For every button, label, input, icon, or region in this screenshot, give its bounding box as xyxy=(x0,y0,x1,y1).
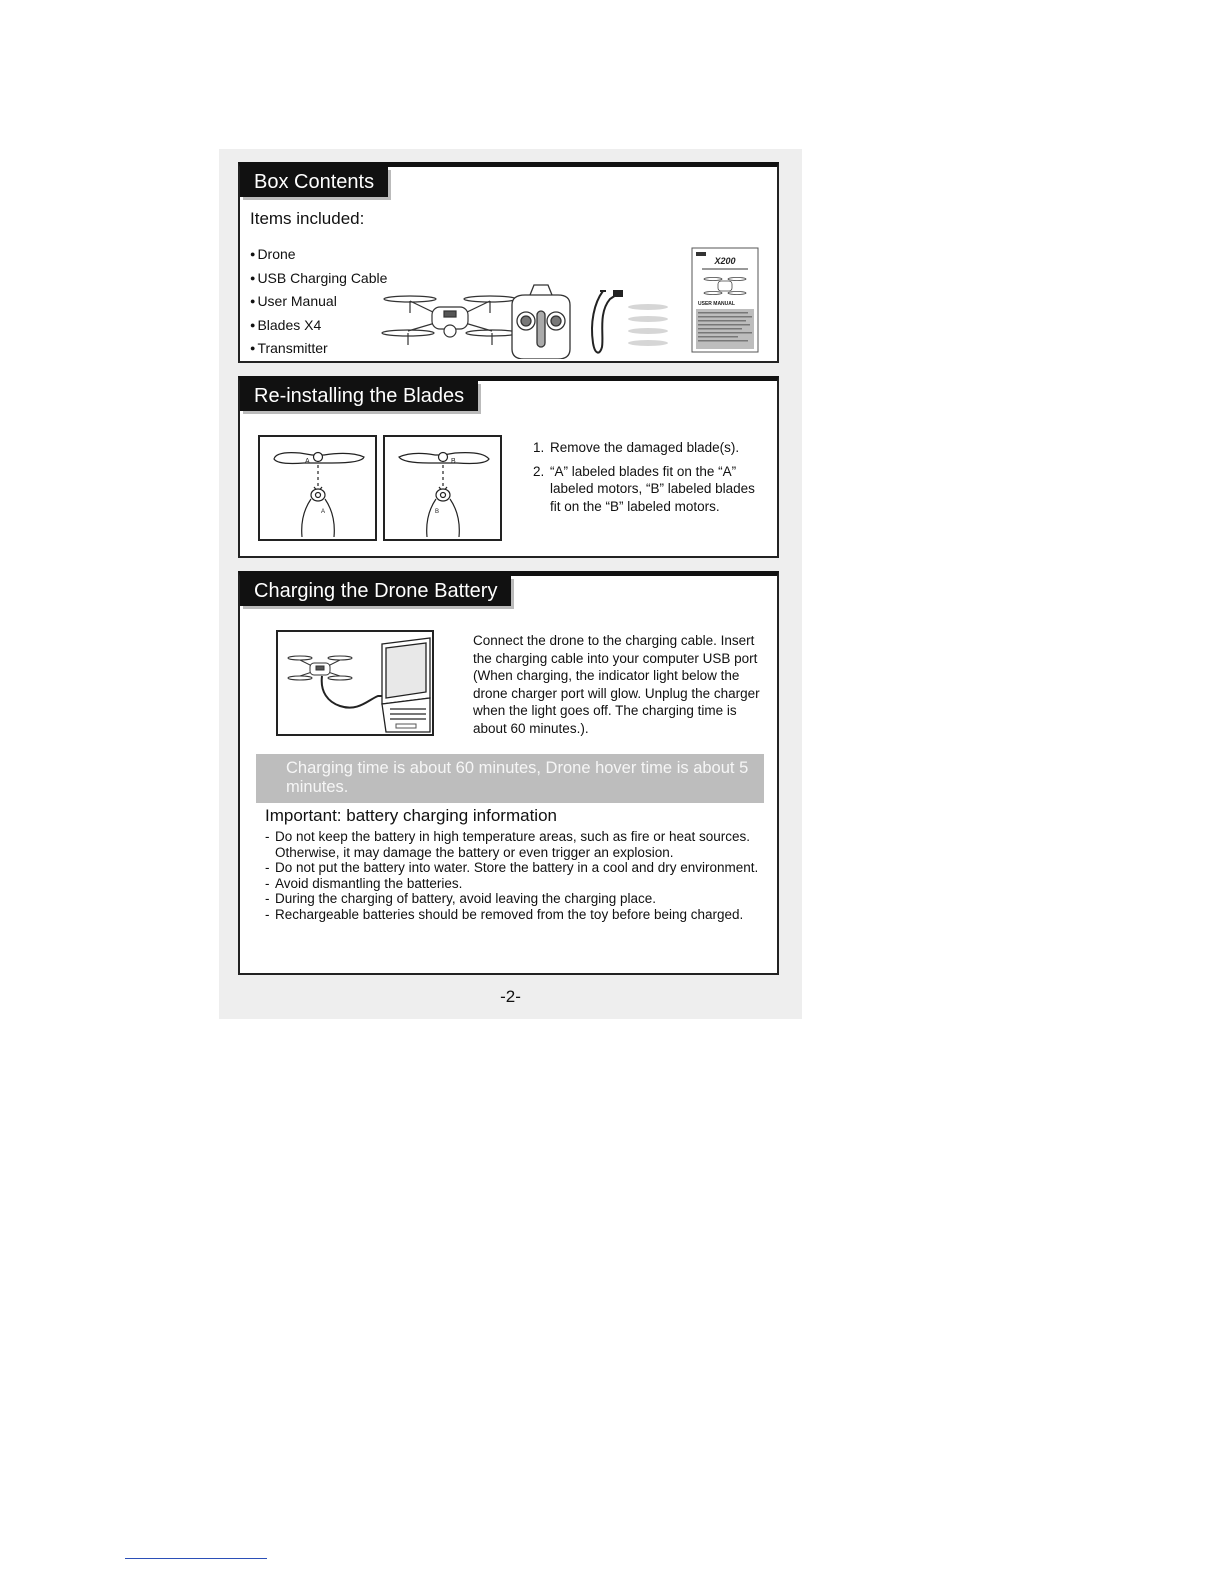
box-contents-header: Box Contents xyxy=(240,167,388,197)
step-text: Remove the damaged blade(s). xyxy=(550,440,740,455)
page-number: -2- xyxy=(500,987,521,1006)
user-manual-image xyxy=(692,248,758,352)
list-item: - During the charging of battery, avoid leaving the charging place. xyxy=(265,891,765,907)
manual-page xyxy=(219,149,802,1019)
list-item: ● User Manual xyxy=(250,290,387,314)
charging-instructions: Connect the drone to the charging cable. Insert the charging cable into your computer USB port (When charging, the indicator light below the drone charger port will glow. Unplug the charger when the light goes off. The charging time is about 60 minutes.). xyxy=(473,633,760,736)
footnote-separator xyxy=(125,1558,267,1559)
list-item: - Do not keep the battery in high temperature areas, such as fire or heat sources. Otherwise, it may damage the battery or even trigger an explosion. xyxy=(265,829,765,860)
charging-battery-section xyxy=(238,571,779,975)
list-item: - Do not put the battery into water. Store the battery in a cool and dry environment. xyxy=(265,860,765,876)
items-list xyxy=(250,243,387,361)
list-item: - Avoid dismantling the batteries. xyxy=(265,876,765,892)
list-item: ● Drone xyxy=(250,243,387,267)
box-contents-section xyxy=(238,162,779,363)
step-number: 1. xyxy=(533,440,545,455)
manual-caption-text: USER MANUAL xyxy=(698,301,735,307)
charging-time-banner: Charging time is about 60 minutes, Drone hover time is about 5 minutes. xyxy=(256,754,764,803)
blades-image xyxy=(628,304,668,346)
motor-b-label: B xyxy=(435,509,440,515)
blade-a-diagram xyxy=(258,435,377,541)
list-item xyxy=(533,463,768,516)
list-item: - Rechargeable batteries should be removed from the toy before being charged. xyxy=(265,907,765,923)
charging-illustration xyxy=(276,630,434,736)
drone-charging-image xyxy=(288,656,352,680)
charging-battery-header: Charging the Drone Battery xyxy=(240,576,511,606)
motor-a-label: A xyxy=(321,509,326,515)
drone-image xyxy=(382,296,518,345)
list-item xyxy=(533,439,768,457)
box-contents-illustration xyxy=(380,243,765,359)
important-info-title: Important: battery charging information xyxy=(265,806,557,825)
laptop-image xyxy=(382,638,430,732)
step-number: 2. xyxy=(533,463,545,479)
items-included-title: Items included: xyxy=(250,209,365,228)
list-item: ● Blades X4 xyxy=(250,314,387,338)
reinstall-blades-section xyxy=(238,376,779,558)
reinstall-steps-list xyxy=(533,439,768,521)
blade-b-diagram xyxy=(383,435,502,541)
blade-a-label: A xyxy=(305,458,310,465)
list-item: ● Transmitter xyxy=(250,337,387,361)
manual-logo-text: X200 xyxy=(714,256,736,266)
step-text: “A” labeled blades fit on the “A” labeled motors, “B” labeled blades fit on the “B” labeled motors. xyxy=(550,463,755,514)
reinstall-blades-header: Re-installing the Blades xyxy=(240,381,478,411)
blade-b-label: B xyxy=(451,458,456,465)
list-item: ● USB Charging Cable xyxy=(250,267,387,291)
charging-cable xyxy=(322,676,384,708)
transmitter-image xyxy=(512,285,570,359)
usb-cable-image xyxy=(592,291,622,353)
important-info-list xyxy=(265,829,765,922)
